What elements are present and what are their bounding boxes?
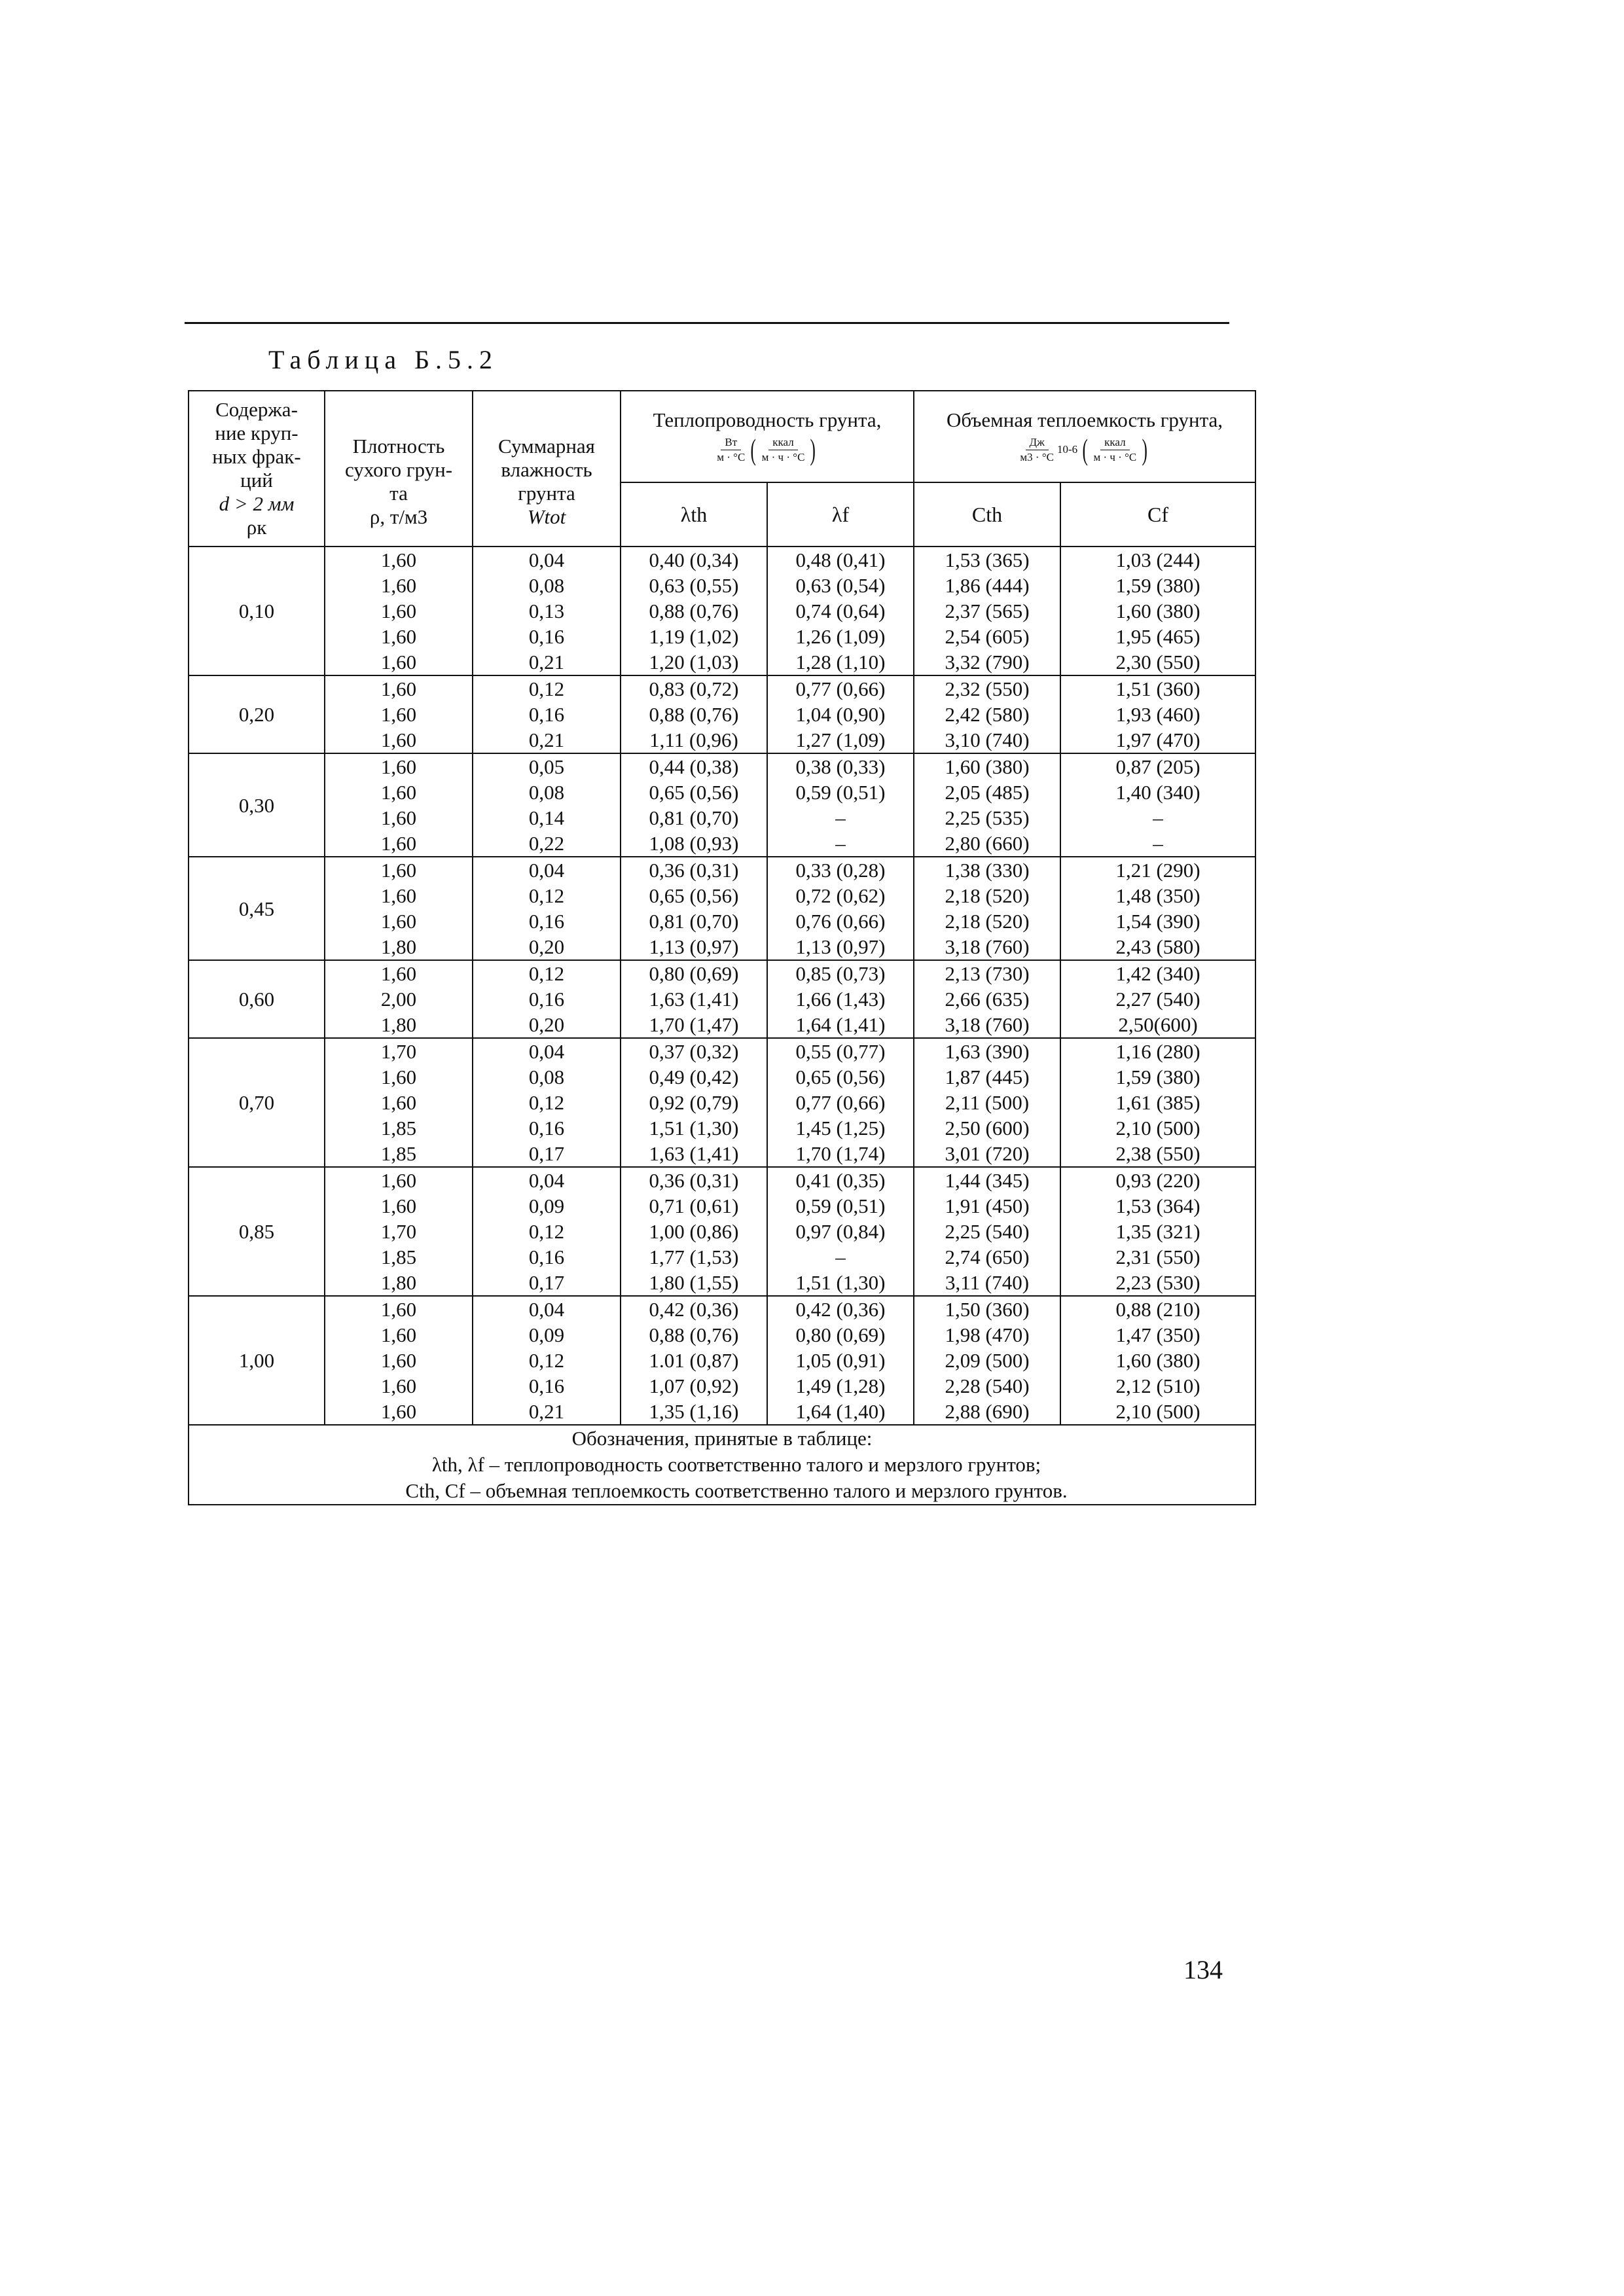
cell-value: 1,60 [380,548,417,571]
cell-value: 1,77 (1,53) [649,1246,739,1268]
cell-moisture [473,753,621,857]
cell-value: 0,16 [528,625,565,648]
cell-value: 0,33 (0,28) [795,859,886,882]
cell-value: 3,01 (720) [945,1142,1030,1165]
cell-value: 1,40 (340) [1115,781,1200,804]
group-content-cell: 0,70 [189,1038,325,1167]
cell-value: 0,85 (0,73) [795,962,886,985]
cell-value: 0,12 [528,884,565,907]
cell-value: 2,23 (530) [1115,1271,1200,1294]
cell-value: 1,60 [380,703,417,726]
cell-value: 3,18 (760) [945,935,1030,958]
cell-value: 0,59 (0,51) [795,781,886,804]
cell-value: 1,07 (0,92) [649,1374,739,1397]
cell-value: 1,60 [380,600,417,622]
cell-moisture [473,857,621,960]
cell-value: 1,45 (1,25) [795,1117,886,1139]
cell-c-f [1060,857,1255,960]
legend [189,1425,1255,1505]
cell-value: 1,38 (330) [945,859,1030,882]
cell-value: 1,80 [380,1013,417,1036]
legend-title: Обозначения, принятые в таблице: [571,1427,873,1450]
cell-lambda-th [621,547,767,675]
table-row [189,753,1255,857]
cell-value: 0,04 [528,1169,565,1192]
cell-value: 0,05 [528,755,565,778]
cell-density [325,753,473,857]
cell-value: 2,88 (690) [945,1400,1030,1423]
header-c-th: Cth [914,482,1060,547]
cell-lambda-th [621,857,767,960]
cell-lambda-f [767,547,914,675]
cell-value: 1,60 (380) [1115,600,1200,622]
cell-value: 0,49 (0,42) [649,1066,739,1088]
cell-lambda-th [621,753,767,857]
cell-value: 0,12 [528,1091,565,1114]
cell-lambda-th [621,1296,767,1425]
cell-value: 1,63 (390) [945,1040,1030,1063]
cell-value: 0,04 [528,859,565,882]
cell-value: 0,17 [528,1142,565,1165]
cell-value: 3,18 (760) [945,1013,1030,1036]
cell-value: 1,60 [380,884,417,907]
cell-value: 1,80 (1,55) [649,1271,739,1294]
cell-value: 0,63 (0,55) [649,574,739,597]
cell-value: 2,66 (635) [945,988,1030,1011]
cell-value: 0,83 (0,72) [649,677,739,700]
cell-value: 0,16 [528,1117,565,1139]
cell-value: 1,04 (0,90) [795,703,886,726]
cell-value: 0,08 [528,781,565,804]
cell-value: 0,37 (0,32) [649,1040,739,1063]
cell-value: 2,32 (550) [945,677,1030,700]
cell-value: 2,80 (660) [945,832,1030,855]
cell-value: 0,80 (0,69) [649,962,739,985]
cell-c-th [914,675,1060,753]
cell-value: 1,51 (360) [1115,677,1200,700]
cell-value: 1,35 (1,16) [649,1400,739,1423]
cell-value: 1,35 (321) [1115,1220,1200,1243]
cell-value: 1,51 (1,30) [795,1271,886,1294]
cell-value: 1,60 [380,910,417,933]
header-thermal-conductivity: Теплопроводность грунта, $\frac{Вт}{м \cdot ^\circ С}$ ( $\frac{\text{ккал}}{м \cdot ч \cdot ^\circ С}$ ) [621,391,914,482]
header-heat-capacity: Объемная теплоемкость грунта, $\frac{Дж}{м3 \cdot ^\circ С}$ 10-6 ( $\frac{\text{ккал}}{м \cdot ч \cdot ^\circ С}$ ) [914,391,1255,482]
cell-value: 2,54 (605) [945,625,1030,648]
cell-value: 3,32 (790) [945,651,1030,673]
cell-value: 0,16 [528,703,565,726]
cell-c-f [1060,960,1255,1038]
cell-value: 1,60 [380,832,417,855]
cell-value: 2,10 (500) [1115,1400,1200,1423]
header-lambda-th: λth [621,482,767,547]
cell-value: 1,60 [380,1400,417,1423]
cell-value: 1,60 [380,1298,417,1321]
cell-value: 0,09 [528,1323,565,1346]
cell-value: 1,64 (1,40) [795,1400,886,1423]
header-c-f: Cf [1060,482,1255,547]
cell-value: 1,59 (380) [1115,574,1200,597]
cell-value: 1,44 (345) [945,1169,1030,1192]
cell-value: 2,38 (550) [1115,1142,1200,1165]
cell-value: 2,50 (600) [945,1117,1030,1139]
group-content-cell: 0,10 [189,547,325,675]
cell-moisture [473,1167,621,1296]
cell-value: 1,93 (460) [1115,703,1200,726]
cell-value: – [835,806,846,829]
cell-value: 0,55 (0,77) [795,1040,886,1063]
cell-value: 1,26 (1,09) [795,625,886,648]
cell-lambda-f [767,753,914,857]
cell-value: 2,74 (650) [945,1246,1030,1268]
cell-density [325,547,473,675]
cell-value: 2,25 (540) [945,1220,1030,1243]
table-body [189,547,1255,1425]
page-number: 134 [1183,1955,1223,1984]
cell-value: 0,48 (0,41) [795,548,886,571]
table-row [189,675,1255,753]
cell-value: 2,05 (485) [945,781,1030,804]
cell-value: 0,93 (220) [1115,1169,1200,1192]
cell-value: 1,11 (0,96) [649,728,738,751]
cell-lambda-f [767,1038,914,1167]
cell-value: 1,66 (1,43) [795,988,886,1011]
cell-density [325,1167,473,1296]
cell-value: 1,60 [380,651,417,673]
cell-value: 0,36 (0,31) [649,1169,739,1192]
cell-moisture [473,1296,621,1425]
cell-value: 2,09 (500) [945,1349,1030,1372]
cell-value: 0,16 [528,988,565,1011]
cell-value: 1,97 (470) [1115,728,1200,751]
cell-value: 0,44 (0,38) [649,755,739,778]
cell-value: 0,22 [528,832,565,855]
cell-lambda-f [767,1167,914,1296]
legend-line-lambda: λth, λf – теплопроводность соответственно талого и мерзлого грунтов; [431,1453,1041,1476]
cell-value: 1,91 (450) [945,1194,1030,1217]
cell-value: 1,60 [380,728,417,751]
cell-value: – [1153,806,1163,829]
cell-value: 1,63 (1,41) [649,988,739,1011]
cell-lambda-f [767,675,914,753]
cell-moisture [473,675,621,753]
table-row [189,1296,1255,1425]
cell-value: 0,59 (0,51) [795,1194,886,1217]
cell-value: 3,10 (740) [945,728,1030,751]
cell-value: 0,88 (0,76) [649,600,739,622]
cell-value: 0,12 [528,1349,565,1372]
cell-value: 1,87 (445) [945,1066,1030,1088]
cell-value: 1,60 [380,1066,417,1088]
cell-value: 0,65 (0,56) [795,1066,886,1088]
top-rule [185,322,1229,324]
cell-value: 0,21 [528,651,565,673]
cell-value: 1,61 (385) [1115,1091,1200,1114]
group-content-cell: 0,45 [189,857,325,960]
cell-value: 2,18 (520) [945,884,1030,907]
cell-value: 0,09 [528,1194,565,1217]
cell-density [325,1296,473,1425]
cell-value: 0,40 (0,34) [649,548,739,571]
cell-value: 2,13 (730) [945,962,1030,985]
cell-value: 1,28 (1,10) [795,651,886,673]
cell-lambda-th [621,675,767,753]
table-row [189,857,1255,960]
cell-value: 1,60 [380,574,417,597]
cell-value: 2,31 (550) [1115,1246,1200,1268]
cell-value: 1,60 [380,1323,417,1346]
cell-c-th [914,1167,1060,1296]
header-lambda-f: λf [767,482,914,547]
cell-lambda-th [621,1167,767,1296]
cell-value: 1,13 (0,97) [795,935,886,958]
cell-moisture [473,1038,621,1167]
cell-value: 1,60 [380,962,417,985]
cell-value: 1,80 [380,1271,417,1294]
cell-value: 1,85 [380,1142,417,1165]
cell-value: 0,63 (0,54) [795,574,886,597]
cell-value: 2,10 (500) [1115,1117,1200,1139]
cell-value: 0,97 (0,84) [795,1220,886,1243]
group-content-cell: 0,85 [189,1167,325,1296]
cell-c-f [1060,1167,1255,1296]
cell-c-th [914,960,1060,1038]
cell-moisture [473,960,621,1038]
cell-value: 1,98 (470) [945,1323,1030,1346]
cell-value: 2,27 (540) [1115,988,1200,1011]
cell-value: 1,08 (0,93) [649,832,739,855]
cell-value: 1,53 (364) [1115,1194,1200,1217]
cell-value: 1,85 [380,1246,417,1268]
cell-value: 0,77 (0,66) [795,677,886,700]
cell-value: 0,65 (0,56) [649,781,739,804]
cell-value: 1,20 (1,03) [649,651,739,673]
cell-value: 0,41 (0,35) [795,1169,886,1192]
cell-value: 2,12 (510) [1115,1374,1200,1397]
cell-c-f [1060,753,1255,857]
cell-value: 1,80 [380,935,417,958]
cell-value: 1,70 [380,1040,417,1063]
group-content-cell: 1,00 [189,1296,325,1425]
cell-value: 0,12 [528,1220,565,1243]
legend-line-capacity: Cth, Cf – объемная теплоемкость соответственно талого и мерзлого грунтов. [405,1479,1068,1502]
cell-value: 1,64 (1,41) [795,1013,886,1036]
cell-value: 1,70 [380,1220,417,1243]
cell-c-th [914,1038,1060,1167]
cell-value: 0,72 (0,62) [795,884,886,907]
group-content-cell: 0,20 [189,675,325,753]
cell-value: 1,70 (1,47) [649,1013,739,1036]
cell-value: 1,21 (290) [1115,859,1200,882]
cell-value: 1,51 (1,30) [649,1117,739,1139]
cell-value: 1,50 (360) [945,1298,1030,1321]
group-content-cell: 0,60 [189,960,325,1038]
cell-c-th [914,857,1060,960]
cell-value: 1,95 (465) [1115,625,1200,648]
cell-value: 2,11 (500) [945,1091,1030,1114]
cell-value: 1,60 [380,1349,417,1372]
cell-value: 0,88 (0,76) [649,703,739,726]
cell-value: 0,71 (0,61) [649,1194,739,1217]
cell-value: 2,28 (540) [945,1374,1030,1397]
cell-c-f [1060,675,1255,753]
cell-value: 0,42 (0,36) [649,1298,739,1321]
cell-value: 1,85 [380,1117,417,1139]
cell-value: 1,60 [380,1091,417,1114]
cell-value: 0,16 [528,1246,565,1268]
cell-value: 0,13 [528,600,565,622]
cell-value: 0,87 (205) [1115,755,1200,778]
cell-value: 0,74 (0,64) [795,600,886,622]
cell-value: 1,42 (340) [1115,962,1200,985]
cell-value: 0,08 [528,1066,565,1088]
table-row [189,960,1255,1038]
cell-value: 0,04 [528,548,565,571]
cell-value: 0,80 (0,69) [795,1323,886,1346]
cell-value: 1,48 (350) [1115,884,1200,907]
cell-value: 1.01 (0,87) [649,1349,739,1372]
header-density: Плотность сухого грун- та ρ, т/м3 [325,391,473,547]
table-row [189,547,1255,675]
cell-value: 1,60 [380,677,417,700]
thermal-units: $\frac{Вт}{м \cdot ^\circ С}$ ( $\frac{\text{ккал}}{м \cdot ч \cdot ^\circ С}$ ) [717,433,816,466]
cell-value: 2,37 (565) [945,600,1030,622]
cell-value: 0,17 [528,1271,565,1294]
cell-density [325,675,473,753]
cell-lambda-f [767,857,914,960]
cell-value: 2,43 (580) [1115,935,1200,958]
cell-c-th [914,753,1060,857]
cell-c-f [1060,547,1255,675]
cell-value: 0,20 [528,935,565,958]
cell-density [325,1038,473,1167]
cell-value: 0,12 [528,677,565,700]
cell-value: 1,16 (280) [1115,1040,1200,1063]
cell-value: 0,21 [528,728,565,751]
cell-value: – [1153,832,1163,855]
group-content-cell: 0,30 [189,753,325,857]
cell-c-f [1060,1038,1255,1167]
cell-value: 1,86 (444) [945,574,1030,597]
cell-value: 1,60 [380,755,417,778]
cell-value: 0,21 [528,1400,565,1423]
cell-lambda-th [621,960,767,1038]
cell-value: 0,16 [528,1374,565,1397]
cell-value: – [835,832,846,855]
cell-value: 0,81 (0,70) [649,910,739,933]
cell-value: 1,13 (0,97) [649,935,739,958]
cell-value: 1,63 (1,41) [649,1142,739,1165]
cell-value: 1,53 (365) [945,548,1030,571]
cell-value: 0,16 [528,910,565,933]
cell-value: 0,08 [528,574,565,597]
cell-value: 1,60 [380,625,417,648]
table-row [189,1038,1255,1167]
cell-value: 2,42 (580) [945,703,1030,726]
cell-value: 0,92 (0,79) [649,1091,739,1114]
cell-lambda-th [621,1038,767,1167]
cell-value: 1,60 [380,781,417,804]
cell-value: 1,60 (380) [945,755,1030,778]
cell-value: 0,14 [528,806,565,829]
cell-value: 0,36 (0,31) [649,859,739,882]
cell-value: 2,30 (550) [1115,651,1200,673]
cell-value: 2,18 (520) [945,910,1030,933]
cell-value: 1,47 (350) [1115,1323,1200,1346]
cell-value: 2,00 [380,988,417,1011]
header-content: Содержа- ние круп- ных фрак- ций d > 2 мм ρк [189,391,325,547]
heat-units: $\frac{Дж}{м3 \cdot ^\circ С}$ 10-6 ( $\frac{\text{ккал}}{м \cdot ч \cdot ^\circ С}$ ) [1020,433,1148,466]
header-moisture: Суммарная влажность грунта Wtot [473,391,621,547]
cell-lambda-f [767,960,914,1038]
cell-value: 1,54 (390) [1115,910,1200,933]
cell-value: 0,88 (210) [1115,1298,1200,1321]
cell-value: 0,76 (0,66) [795,910,886,933]
cell-moisture [473,547,621,675]
cell-value: 1,27 (1,09) [795,728,886,751]
cell-value: 3,11 (740) [945,1271,1030,1294]
cell-value: 1,70 (1,74) [795,1142,886,1165]
cell-value: 1,59 (380) [1115,1066,1200,1088]
cell-value: 1,60 [380,859,417,882]
cell-value: 0,77 (0,66) [795,1091,886,1114]
cell-value: 0,12 [528,962,565,985]
cell-value: 0,81 (0,70) [649,806,739,829]
cell-value: 1,60 [380,806,417,829]
cell-value: 2,25 (535) [945,806,1030,829]
cell-value: 1,60 (380) [1115,1349,1200,1372]
cell-lambda-f [767,1296,914,1425]
cell-value: 1,05 (0,91) [795,1349,886,1372]
cell-value: 0,88 (0,76) [649,1323,739,1346]
cell-value: 1,60 [380,1194,417,1217]
cell-value: 0,20 [528,1013,565,1036]
cell-density [325,857,473,960]
cell-value: 2,50(600) [1118,1013,1198,1036]
cell-value: 0,04 [528,1298,565,1321]
cell-c-th [914,1296,1060,1425]
table-row [189,1167,1255,1296]
data-table [188,390,1256,1505]
table-caption: Таблица Б.5.2 [268,345,499,374]
cell-value: 1,60 [380,1169,417,1192]
cell-c-f [1060,1296,1255,1425]
cell-value: 1,49 (1,28) [795,1374,886,1397]
cell-value: 1,03 (244) [1115,548,1200,571]
cell-value: 0,38 (0,33) [795,755,886,778]
cell-value: – [835,1246,846,1268]
cell-density [325,960,473,1038]
cell-c-th [914,547,1060,675]
cell-value: 1,60 [380,1374,417,1397]
cell-value: 0,04 [528,1040,565,1063]
cell-value: 0,65 (0,56) [649,884,739,907]
cell-value: 1,19 (1,02) [649,625,739,648]
cell-value: 1,00 (0,86) [649,1220,739,1243]
cell-value: 0,42 (0,36) [795,1298,886,1321]
